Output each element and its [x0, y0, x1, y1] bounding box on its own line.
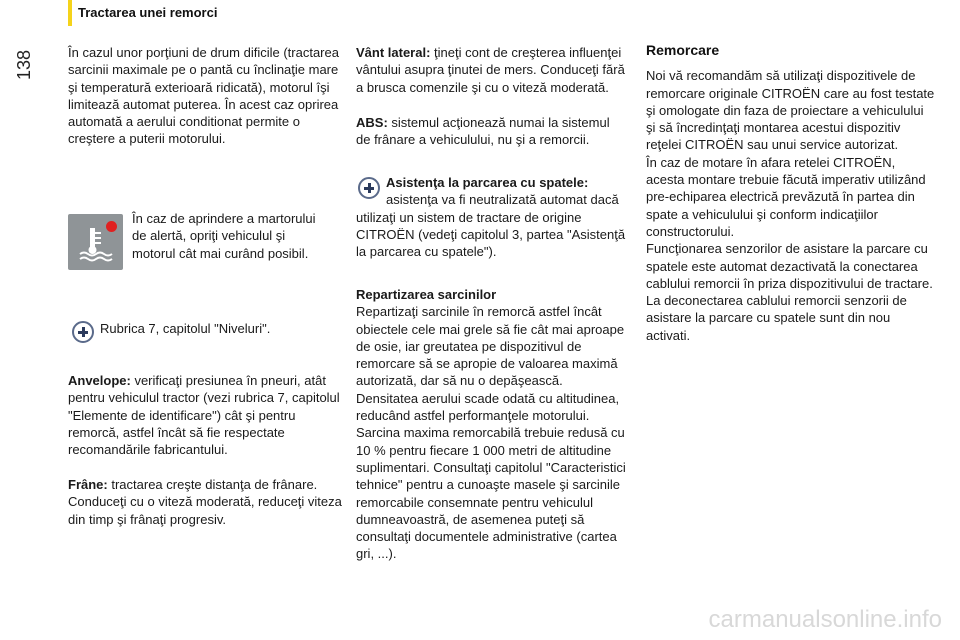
warning-paragraph	[132, 210, 332, 262]
warning-text: În caz de aprindere a martorului de alertă, opriţi vehiculul şi motorul cât mai curând posibil.	[132, 211, 316, 261]
tyres-text: verificaţi presiunea în pneuri, atât pentru vehiculul tractor (vezi rubrica 7, capitolul "Elemente de identificare") cât şi pentru remorcă, astfel încât să fie respectate recomandările fabricantului.	[68, 373, 340, 458]
abs-text: sistemul acţionează numai la sistemul de frânare a vehiculului, nu şi a remorcii.	[356, 115, 610, 148]
side-wind-paragraph	[356, 44, 626, 96]
warning-light-dot	[106, 221, 117, 232]
section-accent-bar	[68, 0, 72, 26]
coolant-temperature-warning-icon	[68, 214, 123, 270]
towing-paragraph-3: Funcţionarea senzorilor de asistare la parcare cu spatele este automat dezactivată la conectarea cablului remorcii în priza dispozitivului de tractare.	[646, 241, 933, 291]
tyres-paragraph	[68, 372, 344, 458]
rubric-reference	[100, 320, 330, 337]
wind-text: ţineţi cont de creşterea influenţei vântului asupra ţinutei de mers. Conduceţi fără a brusca comenzile şi cu o viteză moderată.	[356, 45, 625, 95]
load-distribution-section	[356, 286, 626, 563]
parking-label: Asistenţa la parcarea cu spatele:	[386, 175, 589, 190]
intro-text: În cazul unor porţiuni de drum dificile (tractarea sarcinii maximale pe o pantă cu înclinaţie mare şi temperatură exterioară ridicată), motorul îşi limitează automat puterea. În acest caz oprirea automată a aerului conditionat permite o creştere a puterii motorului.	[68, 45, 339, 147]
parking-assist-paragraph	[356, 174, 626, 260]
abs-paragraph	[356, 114, 626, 149]
load-text: Repartizaţi sarcinile în remorcă astfel încât obiectele cele mai grele să fie cât mai aproape de osie, iar greutatea pe dispozitivul de remorcare să se apropie de valoarea maximă autorizată, dar să nu o depăşească. Densitatea aerului scade odată cu altitudinea, reducând astfel performanţele motorului. Sarcina maxima remorcabilă trebuie redusă cu 10 % pentru fiecare 1 000 metri de altitudine suplimentari. Consultaţi capitolul "Caracteristici tehnice" pentru a cunoaşte masele şi sarcinile remorcabile consemnate pentru vehiculul dumneavoastră, de asemenea puteţi să consultaţi documentele administrative (cartea gri, ...).	[356, 304, 626, 562]
load-heading: Repartizarea sarcinilor	[356, 287, 497, 302]
towing-paragraph-2: În caz de motare în afara retelei CITROËN, acesta montare trebuie făcută imperativ utilizând pre-echiparea electrică prevăzută în partea din spate a vehiculului şi conform indicaţiilor constructorului.	[646, 154, 926, 239]
brakes-label: Frâne:	[68, 477, 108, 492]
towing-heading: Remorcare	[646, 42, 720, 58]
tyres-label: Anvelope:	[68, 373, 131, 388]
towing-paragraph-4: La deconectarea cablului remorcii senzorii de asistare la parcare cu spatele sunt din nou activati.	[646, 293, 907, 343]
rubric-text: Rubrica 7, capitolul "Niveluri".	[100, 321, 271, 336]
towing-section	[646, 42, 936, 344]
brakes-text: tractarea creşte distanţa de frânare. Conduceţi cu o viteză moderată, reduceţi viteza din timp şi frânaţi progresiv.	[68, 477, 342, 527]
watermark: carmanualsonline.info	[708, 606, 942, 633]
parking-text: asistenţa va fi neutralizată automat dacă utilizaţi un sistem de tractare de origine CITROËN (vedeţi capitolul 3, partea "Asistenţă la parcarea cu spatele").	[356, 192, 626, 260]
section-title: Tractarea unei remorci	[78, 5, 218, 20]
plus-info-icon	[72, 321, 94, 343]
intro-paragraph	[68, 44, 344, 148]
towing-paragraph-1: Noi vă recomandăm să utilizaţi dispozitivele de remorcare originale CITROËN care au fost testate şi omologate din faza de proiectare a vehiculului şi să încredinţaţi montarea acestui dispozitiv reţelei CITROËN sau unui service autorizat.	[646, 68, 935, 153]
abs-label: ABS:	[356, 115, 388, 130]
brakes-paragraph	[68, 476, 344, 528]
page-number: 138	[14, 49, 34, 80]
wind-label: Vânt lateral:	[356, 45, 431, 60]
